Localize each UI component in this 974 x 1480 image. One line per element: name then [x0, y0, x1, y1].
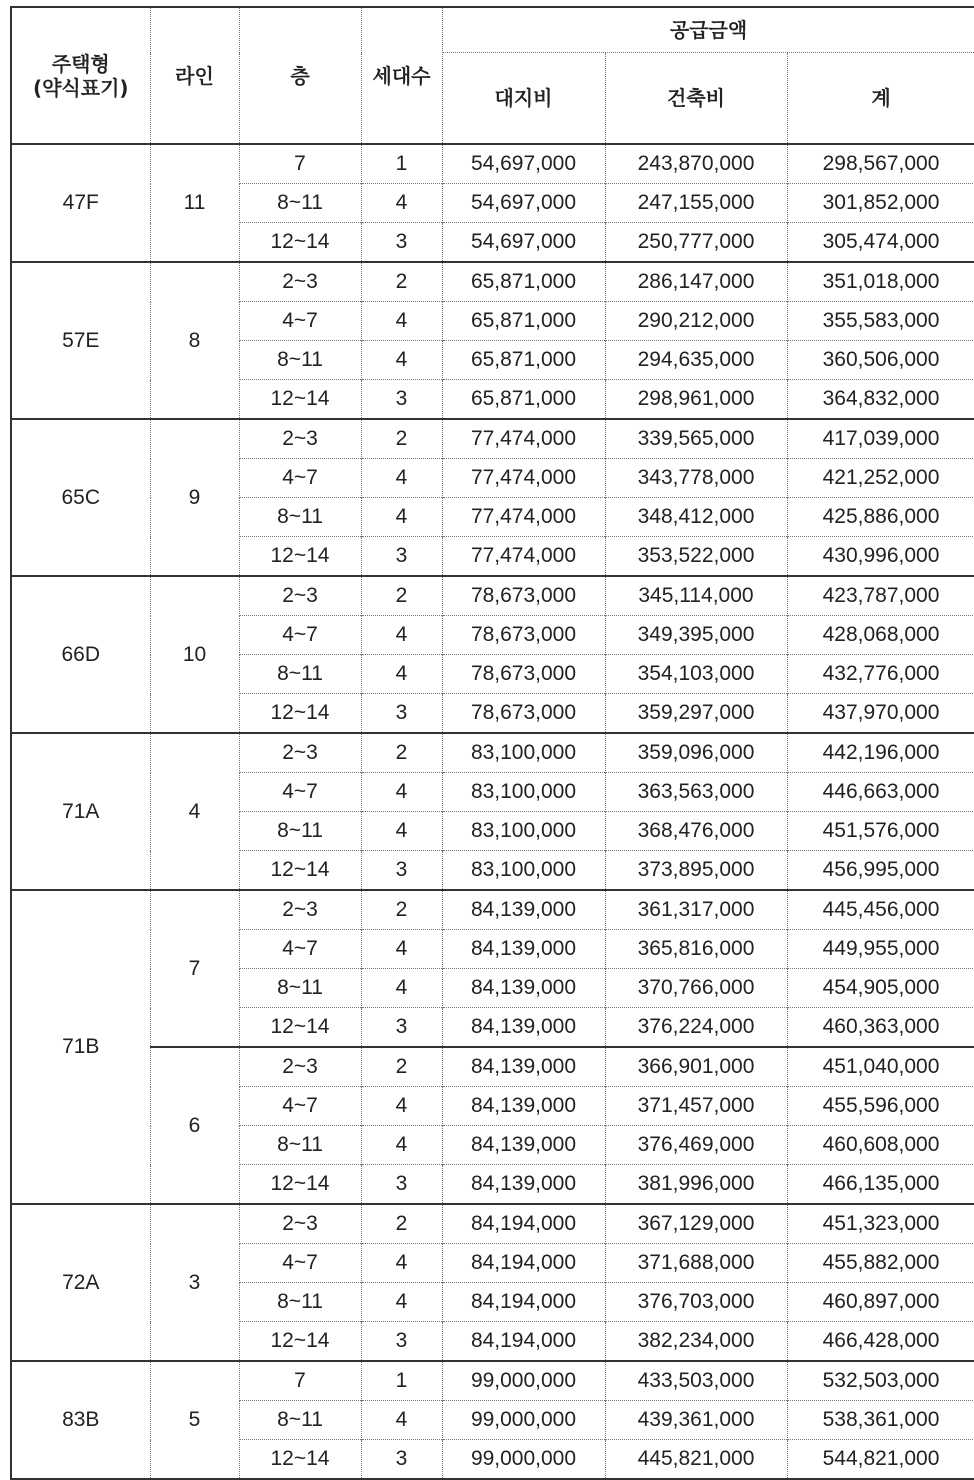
cell-housing-type: 71B	[11, 890, 150, 1204]
table-row	[11, 1204, 974, 1244]
cell-total: 437,970,000	[787, 694, 974, 734]
cell-units: 4	[361, 459, 442, 498]
cell-build-cost: 376,469,000	[605, 1126, 787, 1165]
cell-build-cost: 382,234,000	[605, 1322, 787, 1362]
cell-land-cost: 77,474,000	[442, 459, 605, 498]
cell-floor: 12~14	[239, 1008, 361, 1048]
cell-floor: 4~7	[239, 930, 361, 969]
cell-floor: 12~14	[239, 851, 361, 891]
cell-line: 9	[150, 419, 239, 576]
cell-units: 1	[361, 1361, 442, 1401]
cell-build-cost: 365,816,000	[605, 930, 787, 969]
header-type-label: 주택형 (약식표기)	[32, 51, 129, 100]
cell-build-cost: 286,147,000	[605, 262, 787, 302]
cell-floor: 4~7	[239, 459, 361, 498]
cell-land-cost: 78,673,000	[442, 576, 605, 616]
cell-land-cost: 65,871,000	[442, 341, 605, 380]
header-floor: 층	[239, 7, 361, 144]
cell-total: 360,506,000	[787, 341, 974, 380]
cell-build-cost: 366,901,000	[605, 1047, 787, 1087]
cell-total: 532,503,000	[787, 1361, 974, 1401]
cell-total: 445,456,000	[787, 890, 974, 930]
cell-floor: 8~11	[239, 184, 361, 223]
cell-build-cost: 290,212,000	[605, 302, 787, 341]
cell-land-cost: 83,100,000	[442, 851, 605, 891]
housing-type-group	[11, 262, 974, 419]
cell-total: 421,252,000	[787, 459, 974, 498]
cell-units: 3	[361, 537, 442, 577]
cell-floor: 12~14	[239, 1165, 361, 1205]
cell-line: 10	[150, 576, 239, 733]
cell-build-cost: 371,688,000	[605, 1244, 787, 1283]
cell-total: 432,776,000	[787, 655, 974, 694]
cell-build-cost: 348,412,000	[605, 498, 787, 537]
cell-floor: 8~11	[239, 498, 361, 537]
cell-units: 4	[361, 1126, 442, 1165]
cell-floor: 4~7	[239, 1244, 361, 1283]
cell-total: 466,135,000	[787, 1165, 974, 1205]
table-row	[11, 419, 974, 459]
table-row	[11, 1361, 974, 1401]
cell-build-cost: 298,961,000	[605, 380, 787, 420]
cell-total: 301,852,000	[787, 184, 974, 223]
cell-land-cost: 99,000,000	[442, 1361, 605, 1401]
cell-units: 3	[361, 223, 442, 263]
cell-build-cost: 373,895,000	[605, 851, 787, 891]
table-row	[11, 1047, 974, 1087]
cell-floor: 4~7	[239, 616, 361, 655]
cell-build-cost: 433,503,000	[605, 1361, 787, 1401]
cell-housing-type: 83B	[11, 1361, 150, 1479]
cell-floor: 7	[239, 144, 361, 184]
cell-units: 3	[361, 1008, 442, 1048]
cell-land-cost: 84,139,000	[442, 1087, 605, 1126]
header-total: 계	[787, 53, 974, 145]
cell-build-cost: 381,996,000	[605, 1165, 787, 1205]
cell-build-cost: 361,317,000	[605, 890, 787, 930]
cell-land-cost: 84,194,000	[442, 1322, 605, 1362]
cell-total: 451,323,000	[787, 1204, 974, 1244]
cell-units: 3	[361, 1322, 442, 1362]
cell-land-cost: 84,139,000	[442, 1165, 605, 1205]
cell-land-cost: 65,871,000	[442, 380, 605, 420]
cell-land-cost: 54,697,000	[442, 144, 605, 184]
cell-land-cost: 84,139,000	[442, 1008, 605, 1048]
cell-units: 4	[361, 1087, 442, 1126]
cell-build-cost: 353,522,000	[605, 537, 787, 577]
header-type	[11, 7, 150, 144]
cell-floor: 2~3	[239, 1047, 361, 1087]
cell-floor: 4~7	[239, 1087, 361, 1126]
cell-housing-type: 57E	[11, 262, 150, 419]
cell-land-cost: 84,139,000	[442, 890, 605, 930]
housing-type-group	[11, 890, 974, 1204]
cell-build-cost: 439,361,000	[605, 1401, 787, 1440]
table-row	[11, 890, 974, 930]
cell-floor: 12~14	[239, 223, 361, 263]
cell-total: 430,996,000	[787, 537, 974, 577]
cell-build-cost: 359,297,000	[605, 694, 787, 734]
cell-land-cost: 99,000,000	[442, 1401, 605, 1440]
cell-total: 425,886,000	[787, 498, 974, 537]
cell-line: 6	[150, 1047, 239, 1204]
table-row	[11, 144, 974, 184]
cell-total: 460,897,000	[787, 1283, 974, 1322]
header-units: 세대수	[361, 7, 442, 144]
cell-floor: 4~7	[239, 773, 361, 812]
cell-land-cost: 78,673,000	[442, 694, 605, 734]
cell-total: 538,361,000	[787, 1401, 974, 1440]
header-land-cost: 대지비	[442, 53, 605, 145]
cell-build-cost: 294,635,000	[605, 341, 787, 380]
supply-price-table	[10, 6, 974, 1480]
cell-build-cost: 345,114,000	[605, 576, 787, 616]
cell-floor: 4~7	[239, 302, 361, 341]
cell-build-cost: 368,476,000	[605, 812, 787, 851]
cell-land-cost: 84,194,000	[442, 1283, 605, 1322]
cell-build-cost: 343,778,000	[605, 459, 787, 498]
cell-housing-type: 71A	[11, 733, 150, 890]
cell-floor: 12~14	[239, 694, 361, 734]
cell-land-cost: 99,000,000	[442, 1440, 605, 1480]
cell-total: 456,995,000	[787, 851, 974, 891]
header-line: 라인	[150, 7, 239, 144]
cell-units: 4	[361, 773, 442, 812]
table-row	[11, 262, 974, 302]
cell-build-cost: 359,096,000	[605, 733, 787, 773]
cell-floor: 2~3	[239, 890, 361, 930]
cell-land-cost: 83,100,000	[442, 773, 605, 812]
cell-units: 3	[361, 694, 442, 734]
cell-land-cost: 77,474,000	[442, 419, 605, 459]
cell-land-cost: 65,871,000	[442, 262, 605, 302]
cell-line: 4	[150, 733, 239, 890]
cell-total: 460,608,000	[787, 1126, 974, 1165]
cell-land-cost: 77,474,000	[442, 498, 605, 537]
cell-units: 4	[361, 616, 442, 655]
cell-build-cost: 371,457,000	[605, 1087, 787, 1126]
cell-total: 454,905,000	[787, 969, 974, 1008]
cell-line: 11	[150, 144, 239, 262]
cell-build-cost: 354,103,000	[605, 655, 787, 694]
cell-total: 428,068,000	[787, 616, 974, 655]
cell-floor: 8~11	[239, 969, 361, 1008]
cell-housing-type: 66D	[11, 576, 150, 733]
cell-total: 455,596,000	[787, 1087, 974, 1126]
cell-total: 466,428,000	[787, 1322, 974, 1362]
cell-floor: 7	[239, 1361, 361, 1401]
cell-units: 4	[361, 341, 442, 380]
cell-units: 4	[361, 812, 442, 851]
cell-land-cost: 84,194,000	[442, 1244, 605, 1283]
cell-floor: 2~3	[239, 419, 361, 459]
header-supply-amount: 공급금액	[442, 7, 974, 53]
cell-floor: 2~3	[239, 1204, 361, 1244]
cell-total: 451,040,000	[787, 1047, 974, 1087]
cell-total: 460,363,000	[787, 1008, 974, 1048]
cell-total: 544,821,000	[787, 1440, 974, 1480]
cell-units: 2	[361, 890, 442, 930]
cell-housing-type: 47F	[11, 144, 150, 262]
cell-total: 364,832,000	[787, 380, 974, 420]
cell-floor: 8~11	[239, 341, 361, 380]
housing-type-group	[11, 733, 974, 890]
cell-build-cost: 370,766,000	[605, 969, 787, 1008]
cell-build-cost: 363,563,000	[605, 773, 787, 812]
cell-total: 446,663,000	[787, 773, 974, 812]
cell-build-cost: 376,224,000	[605, 1008, 787, 1048]
housing-type-group	[11, 1361, 974, 1479]
cell-units: 2	[361, 419, 442, 459]
cell-units: 3	[361, 1440, 442, 1480]
table-row	[11, 576, 974, 616]
cell-floor: 12~14	[239, 380, 361, 420]
cell-land-cost: 77,474,000	[442, 537, 605, 577]
cell-land-cost: 84,139,000	[442, 930, 605, 969]
housing-type-group	[11, 1204, 974, 1361]
table-header	[11, 7, 974, 144]
cell-floor: 8~11	[239, 655, 361, 694]
cell-line: 8	[150, 262, 239, 419]
cell-line: 5	[150, 1361, 239, 1479]
cell-units: 4	[361, 1244, 442, 1283]
cell-units: 4	[361, 184, 442, 223]
table-row	[11, 733, 974, 773]
cell-total: 417,039,000	[787, 419, 974, 459]
cell-units: 4	[361, 498, 442, 537]
housing-type-group	[11, 144, 974, 262]
housing-type-group	[11, 576, 974, 733]
cell-floor: 8~11	[239, 1283, 361, 1322]
cell-build-cost: 247,155,000	[605, 184, 787, 223]
cell-land-cost: 78,673,000	[442, 616, 605, 655]
cell-floor: 2~3	[239, 262, 361, 302]
cell-total: 442,196,000	[787, 733, 974, 773]
cell-floor: 12~14	[239, 537, 361, 577]
cell-total: 455,882,000	[787, 1244, 974, 1283]
cell-housing-type: 72A	[11, 1204, 150, 1361]
cell-floor: 12~14	[239, 1440, 361, 1480]
cell-units: 4	[361, 1283, 442, 1322]
cell-floor: 2~3	[239, 576, 361, 616]
cell-build-cost: 349,395,000	[605, 616, 787, 655]
cell-build-cost: 250,777,000	[605, 223, 787, 263]
cell-build-cost: 445,821,000	[605, 1440, 787, 1480]
cell-land-cost: 84,194,000	[442, 1204, 605, 1244]
cell-total: 449,955,000	[787, 930, 974, 969]
cell-units: 2	[361, 1204, 442, 1244]
cell-total: 305,474,000	[787, 223, 974, 263]
housing-type-group	[11, 419, 974, 576]
cell-units: 3	[361, 380, 442, 420]
cell-build-cost: 243,870,000	[605, 144, 787, 184]
cell-units: 2	[361, 576, 442, 616]
cell-total: 351,018,000	[787, 262, 974, 302]
cell-land-cost: 78,673,000	[442, 655, 605, 694]
cell-total: 451,576,000	[787, 812, 974, 851]
cell-line: 7	[150, 890, 239, 1047]
cell-units: 4	[361, 930, 442, 969]
cell-floor: 8~11	[239, 1401, 361, 1440]
cell-units: 4	[361, 302, 442, 341]
cell-units: 4	[361, 969, 442, 1008]
cell-total: 355,583,000	[787, 302, 974, 341]
cell-floor: 12~14	[239, 1322, 361, 1362]
cell-housing-type: 65C	[11, 419, 150, 576]
cell-total: 298,567,000	[787, 144, 974, 184]
cell-line: 3	[150, 1204, 239, 1361]
cell-land-cost: 54,697,000	[442, 223, 605, 263]
cell-total: 423,787,000	[787, 576, 974, 616]
cell-units: 4	[361, 655, 442, 694]
cell-units: 2	[361, 1047, 442, 1087]
cell-floor: 2~3	[239, 733, 361, 773]
cell-units: 2	[361, 262, 442, 302]
cell-land-cost: 54,697,000	[442, 184, 605, 223]
cell-units: 3	[361, 1165, 442, 1205]
cell-land-cost: 65,871,000	[442, 302, 605, 341]
cell-build-cost: 367,129,000	[605, 1204, 787, 1244]
cell-land-cost: 84,139,000	[442, 1047, 605, 1087]
cell-floor: 8~11	[239, 1126, 361, 1165]
cell-units: 4	[361, 1401, 442, 1440]
cell-units: 2	[361, 733, 442, 773]
cell-land-cost: 84,139,000	[442, 969, 605, 1008]
cell-build-cost: 376,703,000	[605, 1283, 787, 1322]
cell-build-cost: 339,565,000	[605, 419, 787, 459]
header-build-cost: 건축비	[605, 53, 787, 145]
cell-floor: 8~11	[239, 812, 361, 851]
cell-units: 3	[361, 851, 442, 891]
cell-units: 1	[361, 144, 442, 184]
cell-land-cost: 83,100,000	[442, 812, 605, 851]
cell-land-cost: 83,100,000	[442, 733, 605, 773]
cell-land-cost: 84,139,000	[442, 1126, 605, 1165]
